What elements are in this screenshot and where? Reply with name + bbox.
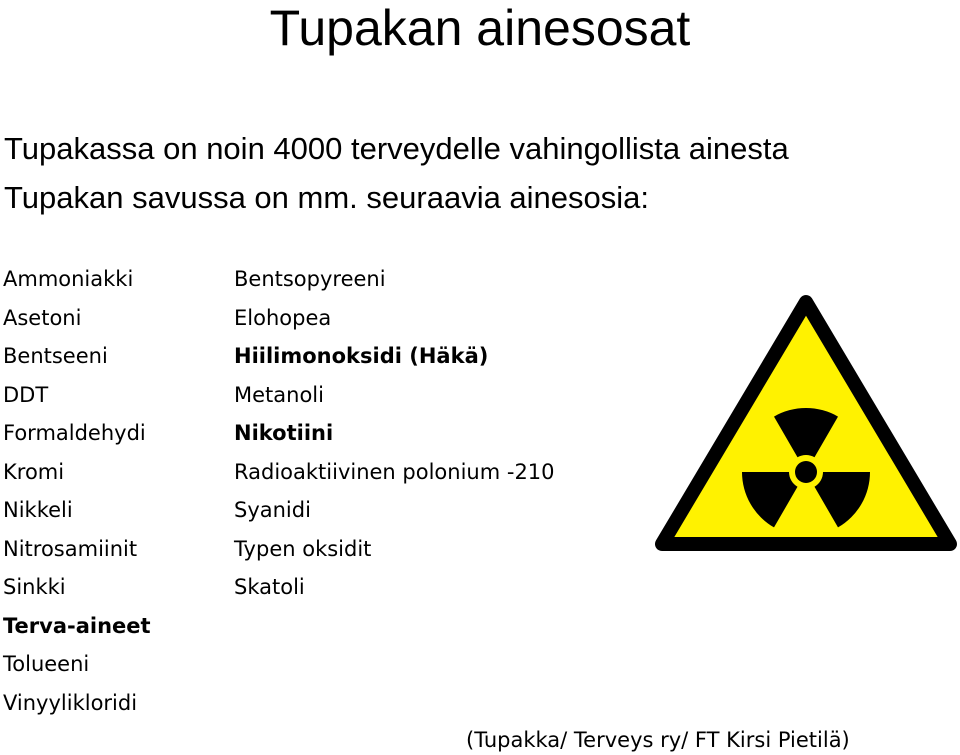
ingredient-item: DDT	[3, 382, 49, 407]
ingredient-item: Elohopea	[234, 305, 332, 330]
ingredient-item: Kromi	[3, 459, 65, 484]
ingredient-item: Radioaktiivinen polonium -210	[234, 459, 555, 484]
ingredient-item: Bentseeni	[3, 344, 108, 368]
ingredient-item: Typen oksidit	[234, 536, 372, 561]
page-title: Tupakan ainesosat	[269, 0, 691, 56]
ingredient-item: Asetoni	[3, 305, 82, 330]
ingredient-item: Vinyylikloridi	[3, 690, 138, 715]
source-citation: (Tupakka/ Terveys ry/ FT Kirsi Pietilä)	[466, 728, 850, 752]
ingredient-item: Tolueeni	[3, 652, 90, 676]
ingredient-item: Formaldehydi	[3, 421, 146, 445]
ingredient-item: Bentsopyreeni	[234, 267, 386, 291]
ingredient-item: Metanoli	[234, 382, 324, 407]
intro-line-2: Tupakan savussa on mm. seuraavia ainesosia:	[4, 180, 650, 215]
ingredient-item: Sinkki	[3, 575, 66, 599]
ingredient-item: Nitrosamiinit	[3, 536, 138, 561]
ingredient-item: Ammoniakki	[3, 267, 134, 291]
ingredient-list-right	[234, 264, 555, 611]
ingredient-item: Skatoli	[234, 575, 305, 599]
ingredient-item: Hiilimonoksidi (Häkä)	[234, 344, 489, 368]
ingredient-item: Nikotiini	[234, 421, 334, 445]
trefoil-center	[795, 461, 817, 483]
radiation-warning-icon	[654, 290, 958, 554]
ingredient-item: Terva-aineet	[3, 613, 151, 638]
intro-line-1: Tupakassa on noin 4000 terveydelle vahingollista ainesta	[4, 131, 789, 166]
ingredient-item: Syanidi	[234, 498, 311, 522]
ingredient-list-left	[3, 264, 151, 726]
ingredient-item: Nikkeli	[3, 498, 73, 522]
